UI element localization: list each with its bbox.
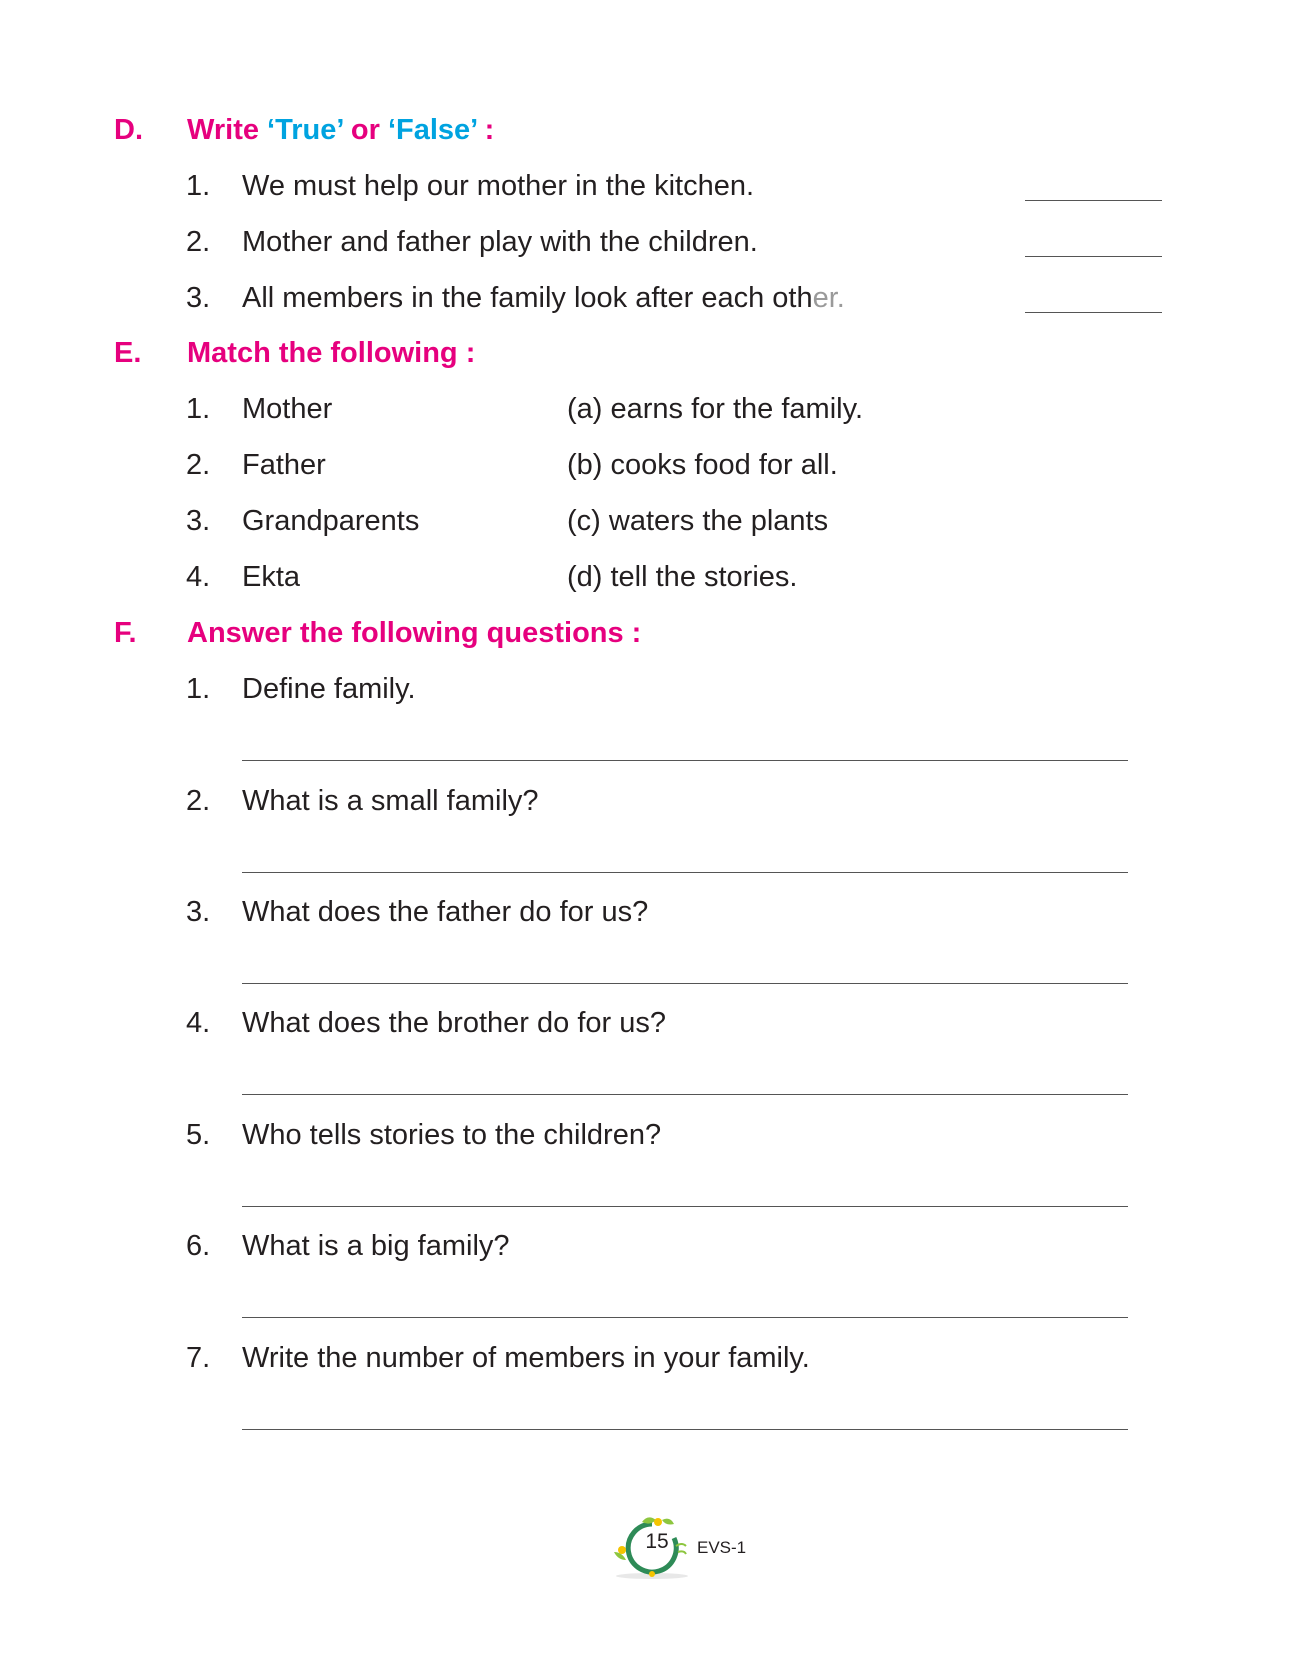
e-item-4-number: 4.	[186, 561, 211, 593]
f-question-2-text: What is a small family?	[242, 785, 539, 817]
false-word: ‘False’	[387, 114, 477, 146]
d-item-3-answer-blank[interactable]	[1025, 312, 1162, 313]
f-question-2-answer-line[interactable]	[242, 872, 1128, 873]
e-item-4-left: Ekta	[242, 561, 301, 593]
f-question-5-text: Who tells stories to the children?	[242, 1119, 662, 1151]
f-question-1-text: Define family.	[242, 673, 416, 705]
section-f-title: Answer the following questions :	[187, 617, 642, 649]
page-number: 15	[645, 1530, 669, 1553]
f-question-1-number: 1.	[186, 673, 211, 705]
f-question-6-answer-line[interactable]	[242, 1317, 1128, 1318]
d-item-3-text-faded: er.	[812, 282, 845, 314]
d-item-2-number: 2.	[186, 226, 211, 258]
f-question-3-text: What does the father do for us?	[242, 896, 649, 928]
title-part: or	[342, 114, 388, 146]
f-question-7-text: Write the number of members in your family.	[242, 1342, 810, 1374]
e-item-3-number: 3.	[186, 505, 211, 537]
d-item-1-number: 1.	[186, 170, 211, 202]
e-item-1-left: Mother	[242, 393, 333, 425]
d-item-3-text-main: All members in the family look after each oth	[242, 282, 813, 314]
book-code: EVS-1	[697, 1538, 747, 1557]
f-question-2-number: 2.	[186, 785, 211, 817]
section-f-letter: F.	[114, 617, 137, 649]
e-item-2-number: 2.	[186, 449, 211, 481]
f-question-5-number: 5.	[186, 1119, 211, 1151]
section-e-title: Match the following :	[187, 337, 476, 369]
e-item-3-right: (c) waters the plants	[567, 505, 829, 537]
f-question-4-text: What does the brother do for us?	[242, 1007, 666, 1039]
f-question-4-number: 4.	[186, 1007, 211, 1039]
f-question-3-number: 3.	[186, 896, 211, 928]
f-question-3-answer-line[interactable]	[242, 983, 1128, 984]
true-word: ‘True’	[267, 114, 343, 146]
d-item-3-text	[242, 282, 845, 315]
title-part: Write	[187, 114, 268, 146]
f-question-4-answer-line[interactable]	[242, 1094, 1128, 1095]
e-item-3-left: Grandparents	[242, 505, 420, 537]
e-item-4-right: (d) tell the stories.	[567, 561, 798, 593]
section-d-title	[187, 114, 494, 147]
section-e-letter: E.	[114, 337, 142, 369]
d-item-3-number: 3.	[186, 282, 211, 314]
e-item-2-right: (b) cooks food for all.	[567, 449, 838, 481]
d-item-1-answer-blank[interactable]	[1025, 200, 1162, 201]
d-item-1-text: We must help our mother in the kitchen.	[242, 170, 755, 202]
title-part: :	[476, 114, 495, 146]
d-item-2-answer-blank[interactable]	[1025, 256, 1162, 257]
f-question-6-text: What is a big family?	[242, 1230, 510, 1262]
e-item-1-number: 1.	[186, 393, 211, 425]
f-question-1-answer-line[interactable]	[242, 760, 1128, 761]
e-item-2-left: Father	[242, 449, 326, 481]
f-question-5-answer-line[interactable]	[242, 1206, 1128, 1207]
f-question-7-answer-line[interactable]	[242, 1429, 1128, 1430]
d-item-2-text: Mother and father play with the children.	[242, 226, 758, 258]
f-question-6-number: 6.	[186, 1230, 211, 1262]
section-d-letter: D.	[114, 114, 143, 146]
f-question-7-number: 7.	[186, 1342, 211, 1374]
e-item-1-right: (a) earns for the family.	[567, 393, 864, 425]
